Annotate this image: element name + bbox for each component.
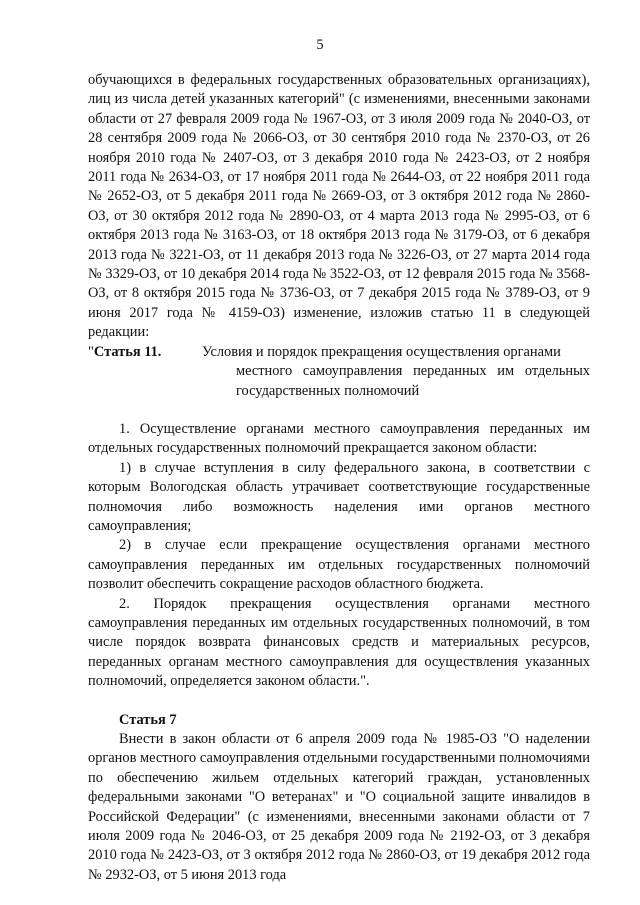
article-11-title-line1: Условия и порядок прекращения осуществления органами xyxy=(202,343,561,360)
article-11-point-1-subitem-2: 2) в случае если прекращение осуществления органами местного самоуправления переданных им отдельных государственных полномочий позволит обеспечить сокращение расходов областного бюджета. xyxy=(88,537,590,593)
article-11-point-1: 1. Осуществление органами местного самоуправления переданных им отдельных государственных полномочий прекращается законом области: xyxy=(88,420,590,457)
article-11-point-2: 2. Порядок прекращения осуществления органами местного самоуправления переданных им отдельных государственных полномочий, в том числе порядок возврата финансовых средств и материальных ресурсов, переданных органам местного самоуправления для осуществления указанных полномочий, определяется законом области.". xyxy=(88,595,590,690)
article-11-title xyxy=(202,343,590,362)
page-number: 5 xyxy=(316,37,324,53)
article-7-heading: Статья 7 xyxy=(119,711,177,728)
article-11-open-quote: " xyxy=(88,343,94,360)
article-11-title-line3: государственных полномочий xyxy=(236,382,420,399)
article-11-label: Статья 11. xyxy=(93,343,162,360)
article-11-point-1-subitem-1: 1) в случае вступления в силу федерального закона, в соответствии с которым Вологодская область утрачивает соответствующие государственные полномочия либо возможность наделения ими органов местного самоуправления; xyxy=(88,459,590,534)
article-7-text: Внести в закон области от 6 апреля 2009 года № 1985-ОЗ "О наделении органов местного самоуправления отдельными государственными полномочиями по обеспечению жильем отдельных категорий граждан, установленных федеральными законами "О ветеранах" и "О социальной защите инвалидов в Российской Федерации" (с изменениями, внесенными законами области от 7 июля 2009 года № 2046-ОЗ, от 25 декабря 2009 года № 2192-ОЗ, от 3 декабря 2010 года № 2423-ОЗ, от 3 октября 2012 года № 2860-ОЗ, от 19 декабря 2012 года № 2932-ОЗ, от 5 июня 2013 года xyxy=(88,731,590,883)
document-body xyxy=(88,71,590,885)
article-11-heading-text xyxy=(88,343,590,401)
intro-paragraph: обучающихся в федеральных государственных образовательных организациях), лиц из числа детей указанных категорий" (с изменениями, внесенными законами области от 27 февраля 2009 года № 1967-ОЗ, от 3 июля 2009 года № 2040-ОЗ, от 28 сентября 2009 года № 2066-ОЗ, от 30 сентября 2010 года № 2370-ОЗ, от 26 ноября 2010 года № 2407-ОЗ, от 3 декабря 2010 года № 2423-ОЗ, от 2 ноября 2011 года № 2634-ОЗ, от 17 ноября 2011 года № 2644-ОЗ, от 22 ноября 2011 года № 2652-ОЗ, от 5 декабря 2011 года № 2669-ОЗ, от 3 октября 2012 года № 2860-ОЗ, от 30 октября 2012 года № 2890-ОЗ, от 4 марта 2013 года № 2995-ОЗ, от 6 октября 2013 года № 3163-ОЗ, от 18 октября 2013 года № 3179-ОЗ, от 6 декабря 2013 года № 3221-ОЗ, от 11 декабря 2013 года № 3226-ОЗ, от 27 марта 2014 года № 3329-ОЗ, от 10 декабря 2014 года № 3522-ОЗ, от 12 февраля 2015 года № 3568-ОЗ, от 8 октября 2015 года № 3736-ОЗ, от 7 декабря 2015 года № 3789-ОЗ, от 9 июня 2017 года № 4159-ОЗ) изменение, изложив статью 11 в следующей редакции: xyxy=(88,72,590,341)
article-11-title-line2: местного самоуправления переданных им отдельных xyxy=(236,363,590,380)
